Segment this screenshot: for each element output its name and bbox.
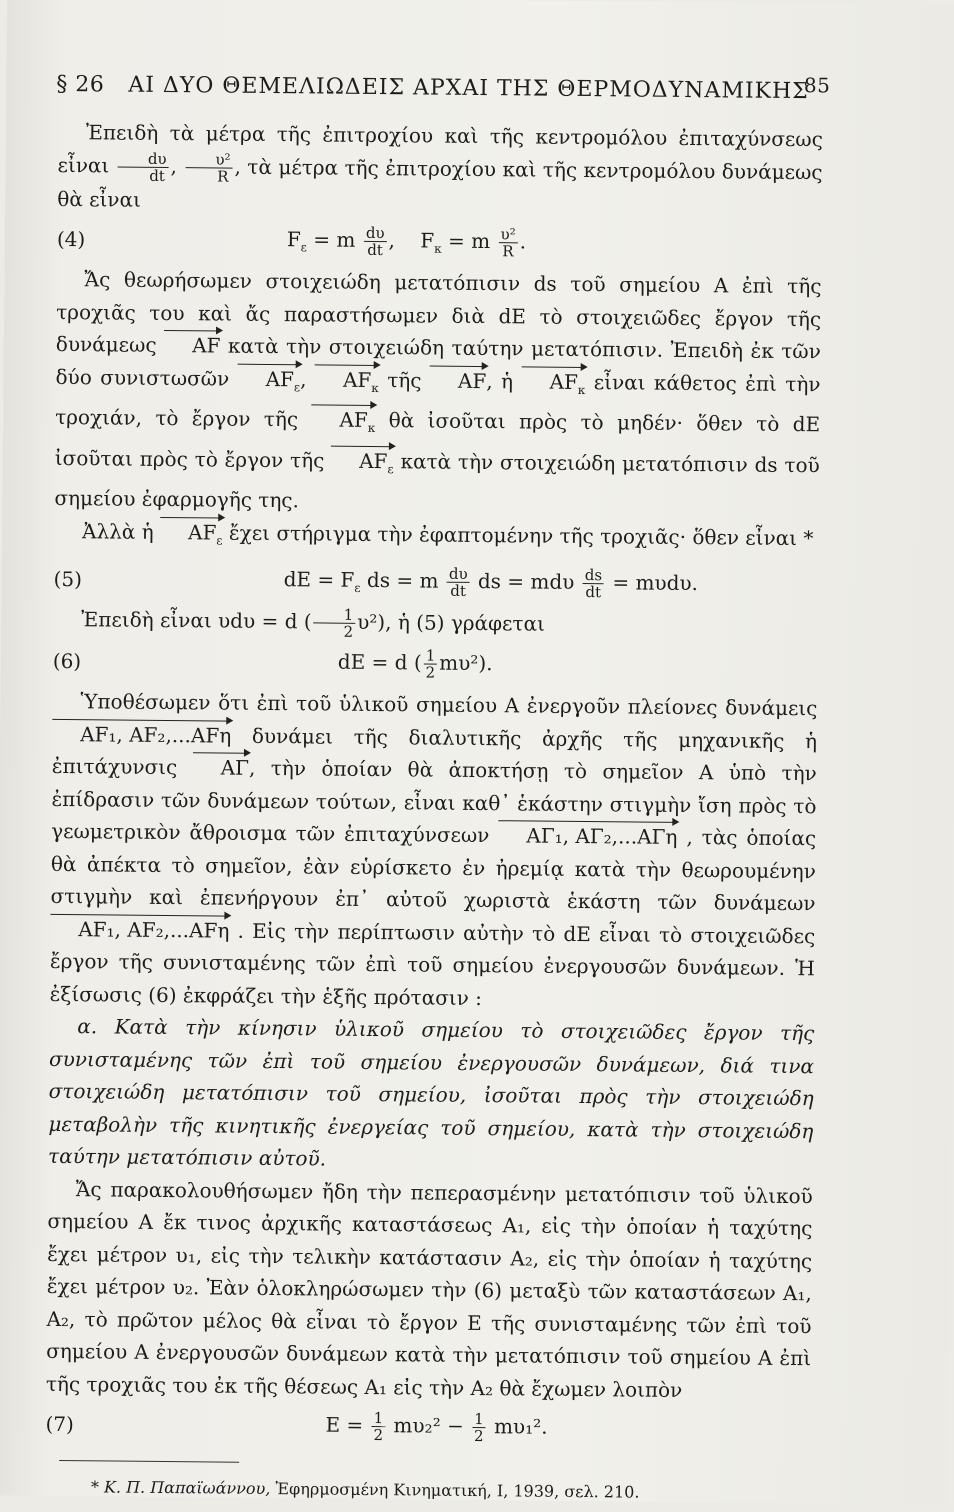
subscript: ε [293,379,301,394]
equation-6 [53,639,818,690]
footnote-author: Κ. Π. Παπαϊωάννου, [103,1477,271,1499]
page-body [45,116,823,1511]
fraction-u2-R [185,151,232,184]
denominator: R [502,242,514,261]
math-term: F [286,227,301,252]
vector-forces: AF₁, AF₂,...AFη [52,717,231,751]
math-term: = m [306,227,362,252]
vector-AF: AF [430,364,487,397]
section-number: § 26 [56,71,105,98]
paragraph-acceleration-measures: Ἐπειδὴ τὰ μέτρα τῆς ἐπιτροχίου καὶ τῆς κεντρομόλου ἐπιταχύνσεως εἶναι $\frac{d\upsilon}{dt}$ , $\frac{\text{υ²}}{R}$ , τὰ μέτρα τῆς ἐπιτροχίου καὶ τῆς κεντρομόλου δυνάμεως θὰ εἶναι [57,120,823,212]
text-run: κατὰ τὴν στοιχειώδη ταύτην μετατόπισιν. Ἐπειδὴ ἐκ τῶν δύο συνιστωσῶν [55,333,821,391]
fraction-one-half [424,647,438,680]
footnote-marker: * [90,1477,105,1497]
numerator: dυ [365,223,385,243]
subscript: κ [577,382,586,397]
theorem-alpha: α. Κατὰ τὴν κίνησιν ὑλικοῦ σημείου τὸ στοιχειῶδες ἔργον τῆς συνισταμένης τῶν ἐπὶ τοῦ σημείου ἐνεργουσῶν δυνάμεων, διά τινα στοιχειώδη μετατόπισιν τοῦ σημείου, ἰσοῦται πρὸς τὴν στοιχειώδη μεταβολὴν τῆς κινητικῆς ἐνεργείας τοῦ σημείου, κατὰ τὴν στοιχειώδη ταύτην μετατόπισιν αὐτοῦ. [47,1014,815,1171]
text-line: Ἐπειδὴ τὰ μέτρα τῆς ἐπιτροχίου καὶ τῆς κεντρομόλου ἐπιταχύνσεως [85,120,823,152]
text-run: Ἄς θεωρήσωμεν στοιχειώδη μετατόπισιν ds τοῦ σημείου Α ἐπὶ τῆς τροχιᾶς του καὶ ἄς παραστήσωμεν διὰ dE τὸ στοιχειῶδες ἔργον τῆς δυνάμεως [55,267,822,357]
denominator: 2 [425,663,436,682]
math-term: dE = d [337,649,415,675]
vector-AF-k [315,363,379,404]
paragraph-multiple-forces [49,685,817,1017]
numerator: 1 [425,646,436,665]
numerator: dυ [118,150,169,167]
subscript: ε [387,461,394,476]
fraction-du-dt [447,566,470,599]
math-term: E = [325,1412,370,1437]
denominator: 2 [473,1427,484,1446]
text-line: εἶναι [57,152,110,177]
fraction-du-dt [364,225,387,258]
fraction-one-half [313,606,355,639]
numerator: υ² [500,225,516,244]
fraction-one-half [371,1410,385,1443]
math-term: mυ²). [439,650,493,676]
text-run: υ²), ἡ (5) γράφεται [357,609,546,636]
vector-symbol: AF [187,519,217,544]
footnote [45,1471,810,1511]
text-run: κατὰ τὴν στοιχειώδη μετατόπισιν ds τοῦ σημείου ἐφαρμογῆς της. [54,448,820,513]
equation-label: (7) [45,1411,74,1437]
vector-symbol: AF [339,407,368,432]
text-run: τῆς [378,367,431,393]
subscript: ε [300,240,307,255]
vector-AF-k [311,403,375,444]
subscript: κ [367,420,376,436]
running-header [56,71,831,105]
text-run: , τὴν ὁποίαν θὰ ἀποκτήσῃ τὸ σημεῖον Α ὑπὸ τὴν ἐπίδρασιν τῶν δυνάμεων τούτων, εἶναι καθ᾿ ἑκάστην στιγμὴν ἴση πρὸς τὸ γεωμετρικὸν ἄθροισμα τῶν ἐπιταχύνσεων [51,755,817,848]
vector-symbol: AF [265,366,295,391]
vector-forces: AF₁, AF₂,...AFη [50,912,229,946]
paragraph-tangent [54,514,819,562]
fraction-u2-R [498,226,517,259]
denominator: dt [585,583,602,602]
equation-body [325,1409,547,1445]
math-term: = m [441,228,497,254]
vector-AF-e [237,362,300,403]
equation-body [283,563,698,607]
footnote-divider [59,1460,239,1463]
numerator: υ² [185,151,232,168]
fraction-ds-dt [583,567,605,600]
numerator: 1 [474,1410,484,1429]
math-term: mυ₂² − [387,1413,471,1438]
text-line: , τὰ μέτρα τῆς ἐπιτροχίου καὶ τῆς κεντρομόλου δυνάμεως [234,154,823,184]
denominator: dt [149,166,165,185]
vector-AG: AΓ [193,751,250,784]
denominator: 2 [373,1426,384,1445]
numerator: 1 [314,606,356,623]
equation-5 [53,557,818,608]
paragraph-elementary-work [54,263,821,522]
text-run: εἶναι κάθετος ἐπὶ τὴν τροχιάν, τὸ ἔργον τῆς [55,369,821,432]
math-term: ds = m [360,567,445,593]
text-run: Ὑποθέσωμεν ὅτι ἐπὶ τοῦ ὑλικοῦ σημείου Α ἐνεργοῦν πλείονες δυνάμεις [80,689,818,721]
text-run: δυνάμει τῆς διαλυτικῆς ἀρχῆς τῆς μηχανικῆς ἡ ἐπιτάχυνσις [51,723,818,780]
equation-4 [57,217,822,268]
vector-AF: AF [164,329,221,362]
numerator: dυ [448,564,468,583]
math-term: F [420,228,435,253]
denominator: R [217,166,229,186]
vector-symbol: AF [359,448,388,473]
vector-accelerations: AΓ₁, AΓ₂,...AΓη [498,819,677,853]
subscript: κ [434,241,442,256]
denominator: dt [450,581,467,600]
paragraph-finite-displacement: Ἄς παρακολουθήσωμεν ἤδη τὴν πεπερασμένην μετατόπισιν τοῦ ὑλικοῦ σημείου Α ἔκ τινος ἀρχικῆς καταστάσεως Α₁, εἰς τὴν ὁποίαν ἡ ταχύτης ἔχει μέτρον υ₁, εἰς τὴν τελικὴν κατάστασιν Α₂, εἰς τὴν ὁποίαν ἡ ταχύτης ἔχει μέτρον υ₂. Ἐὰν ὁλοκληρώσωμεν τὴν (6) μεταξὺ τῶν καταστάσεων Α₁, Α₂, τὸ πρῶτον μέλος θὰ εἶναι τὸ ἔργον Ε τῆς συνισταμένης τῶν ἐπὶ τοῦ σημείου Α ἐνεργουσῶν δυνάμεων κατὰ τὴν μετατόπισιν τοῦ σημείου Α ἐπὶ τῆς τροχιᾶς του ἐκ τῆς θέσεως Α₁ εἰς τὴν Α₂ θὰ ἔχωμεν λοιπὸν [45,1176,813,1402]
text-run: Ἐπειδὴ εἶναι υdυ = d [81,607,304,634]
numerator: ds [584,566,603,585]
text-run: , ἡ [486,368,522,393]
equation-label: (5) [53,566,83,592]
text-run: ἔχει στήριγμα τὴν ἐφαπτομένην τῆς τροχιᾶς· ὅθεν εἶναι * [222,520,814,550]
math-term: mυ₁². [487,1414,548,1439]
vector-AF-e [160,515,223,556]
text-run: θὰ ἰσοῦται πρὸς τὸ μηδέν· ὅθεν τὸ dE ἰσοῦται πρὸς τὸ ἔργον τῆς [54,408,821,473]
text-run: , [300,366,316,391]
paragraph-rewrite: Ἐπειδὴ εἶναι υdυ = d ( $\frac{1}{2}$ υ²), ἡ (5) γράφεται [81,605,546,641]
equation-body: dE = d ( $\frac{1}{2}$ mυ²). [337,646,493,682]
equation-label: (6) [52,648,82,674]
vector-symbol: AF [342,367,372,392]
footnote-citation: Ἐφηρμοσμένη Κινηματική, Ι, 1939, σελ. 210. [270,1479,640,1502]
chapter-title: ΑΙ ΔΥΟ ΘΕΜΕΛΙΩΔΕΙΣ ΑΡΧΑΙ ΤΗΣ ΘΕΡΜΟΔΥΝΑΜΙΚΗΣ [128,72,809,105]
fraction-du-dt [118,150,169,183]
subscript: ε [354,580,361,595]
subscript: κ [371,380,379,395]
vector-symbol: AF [549,369,579,394]
equation-body: $F_\varepsilon = m$ $\frac{d\upsilon}{dt}$ , $F_\kappa = m$ $\frac{\text{υ²}}{R}$ . [286,223,527,261]
math-term: dE = F [283,567,355,592]
math-term: = mυdυ. [605,570,699,596]
vector-AF-e [331,444,394,485]
text-run: , τὰς ὁποίας θὰ ἀπέκτα τὸ σημεῖον, ἐὰν εὑρίσκετο ἐν ἠρεμίᾳ κατὰ τὴν θεωρουμένην στιγμὴν καὶ ἐπενήργουν ἐπ᾿ αὐτοῦ χωριστὰ ἑκάστη τῶν δυνάμεων [50,824,817,916]
text-line: θὰ εἶναι [57,186,142,212]
denominator: dt [367,240,383,260]
page-number: 85 [803,73,831,98]
subscript: ε [216,532,223,548]
fraction-one-half [472,1411,486,1444]
vector-AF-k [521,365,585,406]
denominator: 2 [343,622,354,641]
equation-7 [45,1402,810,1453]
text-run: Ἀλλὰ ἡ [81,518,161,544]
equation-label: (4) [56,226,86,252]
math-term: ds = mdυ [471,568,581,594]
text-run: . Εἰς τὴν περίπτωσιν αὐτὴν τὸ dE εἶναι τὸ στοιχειῶδες ἔργον τῆς συνισταμένης τῶν ἐπὶ τοῦ σημείου ἐνεργουσῶν δυνάμεων. Ἡ ἐξίσωσις (6) ἐκφράζει τὴν ἑξῆς πρότασιν : [49,918,816,1010]
numerator: 1 [373,1409,384,1428]
